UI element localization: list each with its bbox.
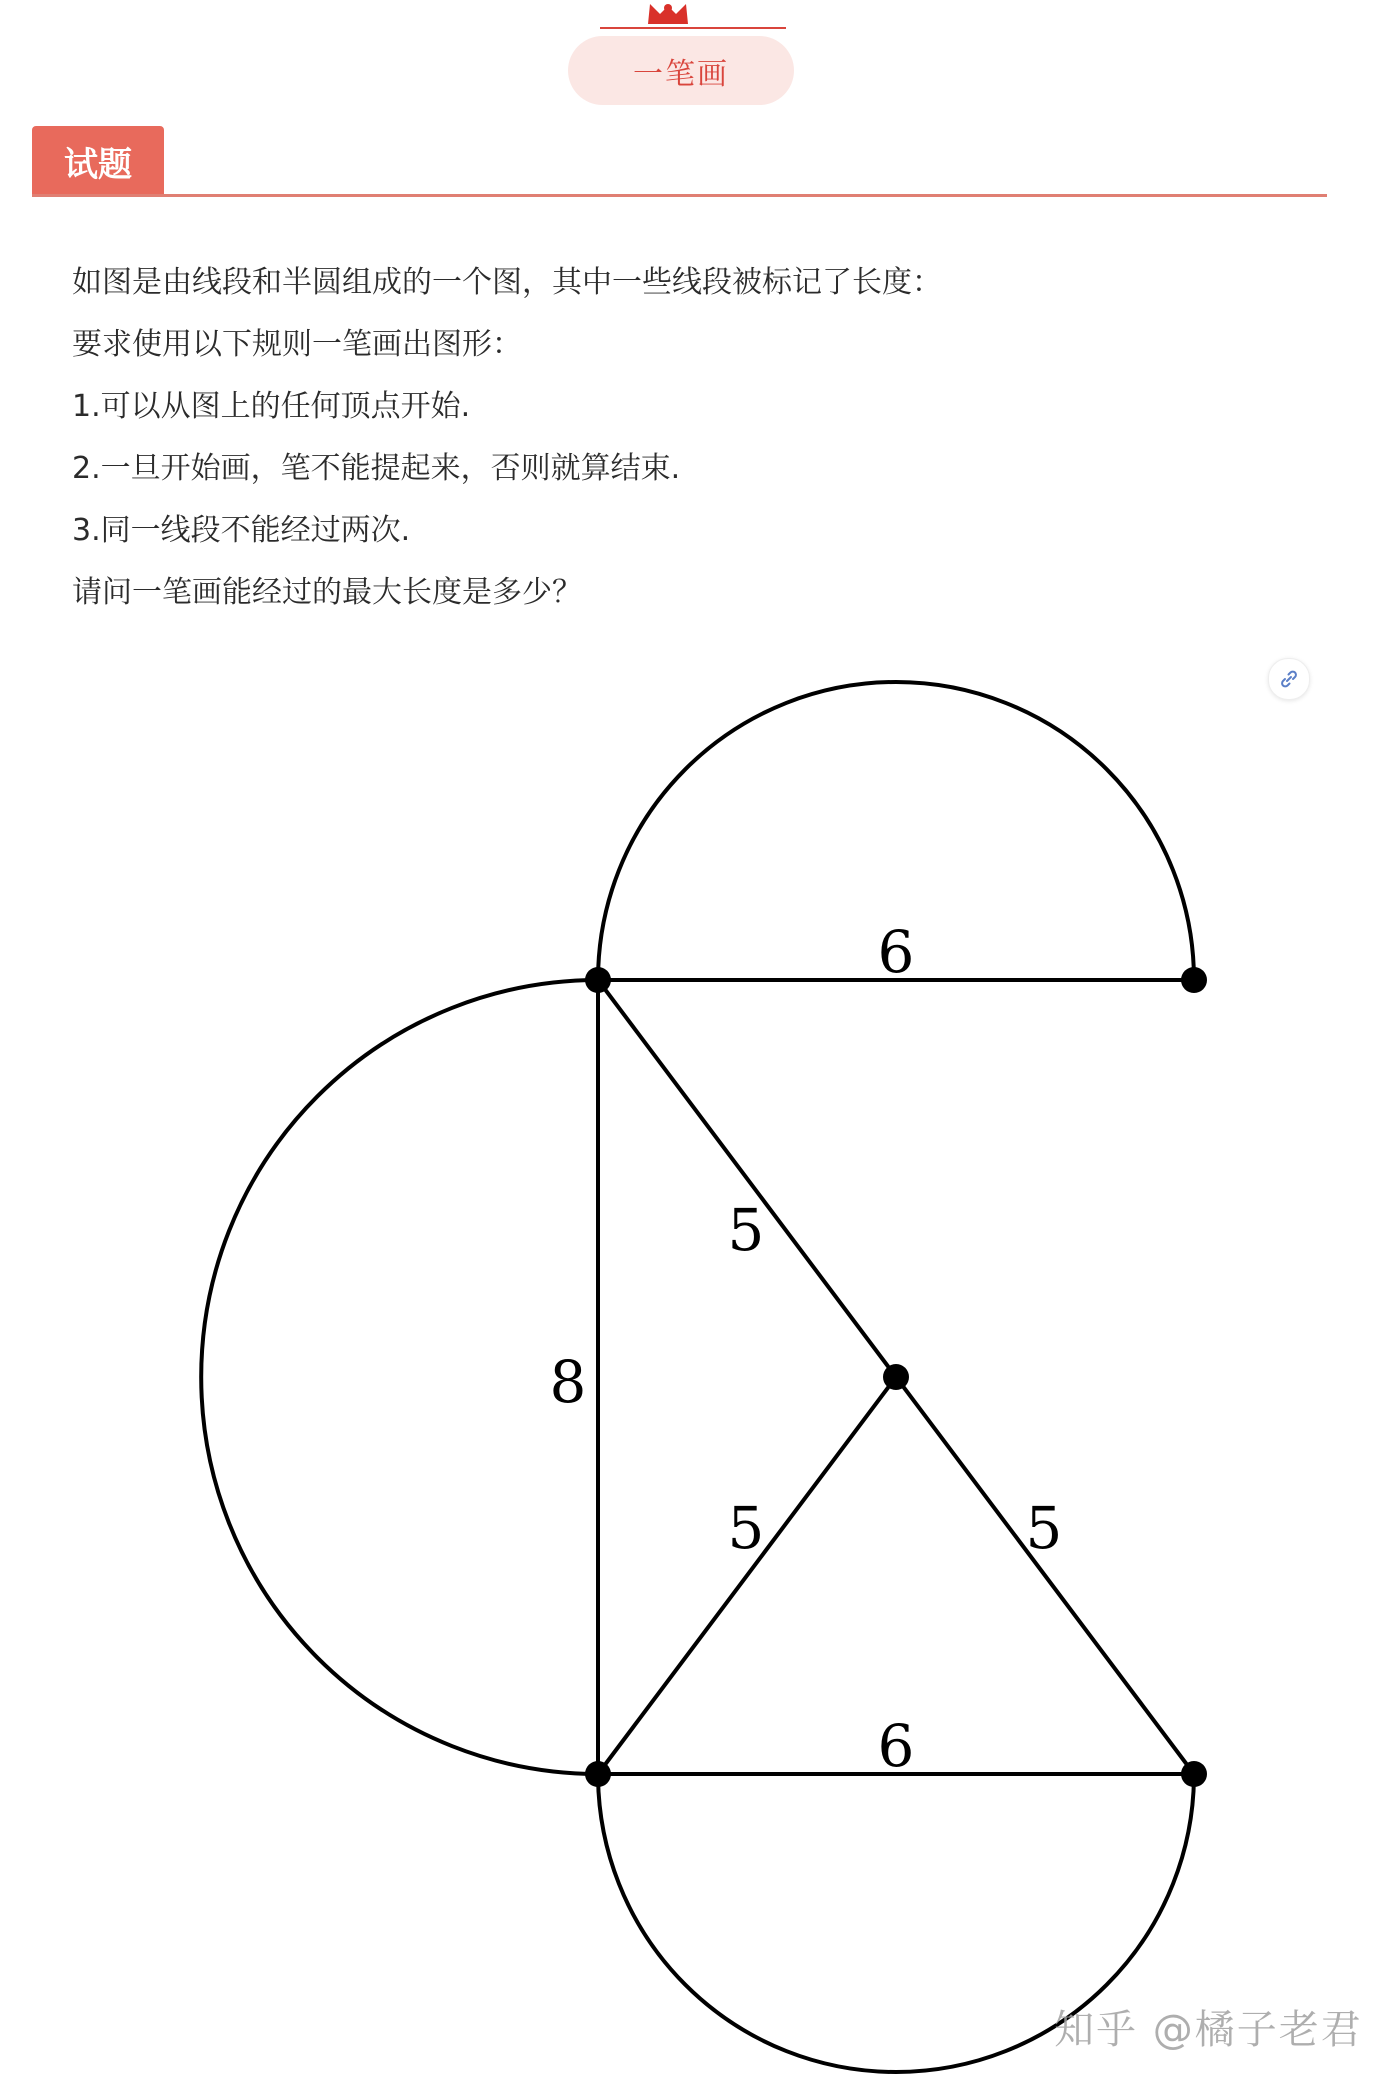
vertex-bottom-right	[1181, 1761, 1207, 1787]
label-top-horizontal: 6	[877, 918, 915, 986]
vertex-top-left	[585, 967, 611, 993]
left-semicircle-arc	[201, 980, 598, 1774]
label-left-vertical: 8	[549, 1348, 587, 1416]
question-line: 要求使用以下规则一笔画出图形：	[72, 327, 522, 362]
watermark: 知乎 @橘子老君	[1054, 2007, 1363, 2053]
edge-inner-left-diagonal	[598, 1377, 896, 1774]
vertex-bottom-left	[585, 1761, 611, 1787]
graph-diagram	[0, 640, 1386, 2076]
vertex-center	[883, 1364, 909, 1390]
topic-title-pill: 一笔画	[568, 36, 794, 105]
section-tab-question: 试题	[32, 126, 164, 196]
question-line: 如图是由线段和半圆组成的一个图，其中一些线段被标记了长度：	[72, 265, 942, 300]
question-line: 1.可以从图上的任何顶点开始.	[72, 389, 471, 424]
question-line: 请问一笔画能经过的最大长度是多少？	[72, 575, 582, 610]
header-ornament	[0, 0, 1386, 40]
question-line: 3.同一线段不能经过两次.	[72, 513, 411, 548]
label-right-diagonal: 5	[1025, 1494, 1063, 1562]
question-line: 2.一旦开始画，笔不能提起来，否则就算结束.	[72, 451, 681, 486]
vertex-top-right	[1181, 967, 1207, 993]
section-divider	[32, 194, 1327, 197]
question-text	[72, 252, 1272, 624]
edge-upper-diagonal	[598, 980, 896, 1377]
label-inner-left-diagonal: 5	[727, 1494, 765, 1562]
label-upper-diagonal: 5	[727, 1196, 765, 1264]
section-header	[32, 126, 1327, 198]
label-bottom-horizontal: 6	[877, 1712, 915, 1780]
edge-right-diagonal	[896, 1377, 1194, 1774]
